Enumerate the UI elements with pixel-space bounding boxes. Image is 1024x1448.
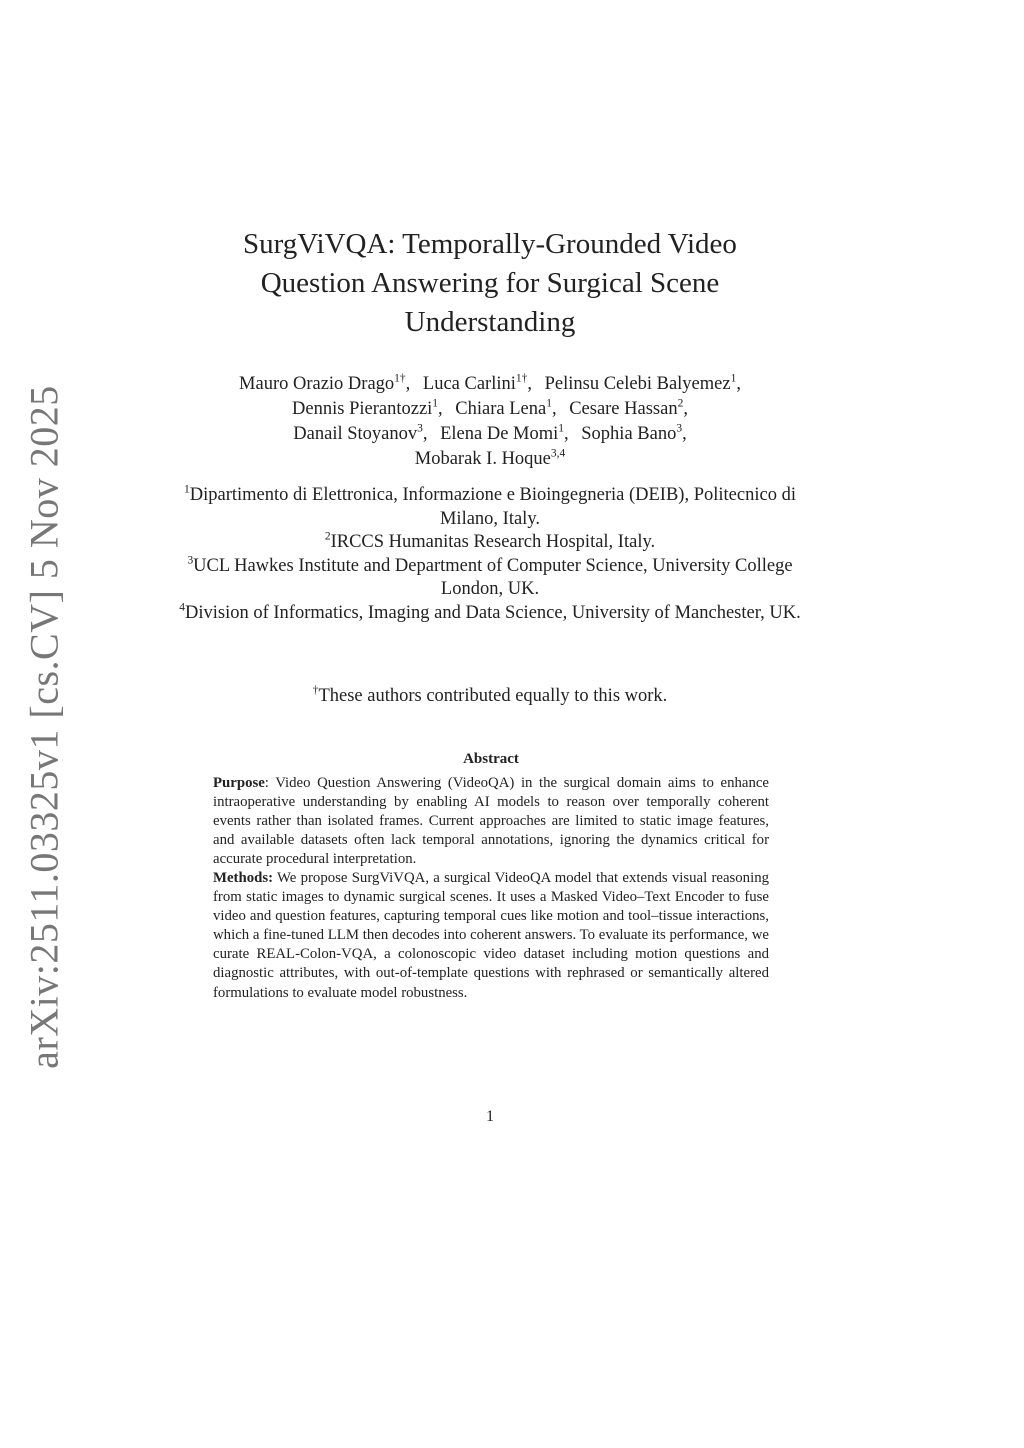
abstract-body (213, 774, 769, 1003)
author-name: Cesare Hassan$^2$, (569, 397, 688, 419)
arxiv-identifier-stamp: arXiv:2511.03325v1 [cs.CV] 5 Nov 2025 (21, 385, 67, 1069)
equal-contribution-note: †These authors contributed equally to this work. (312, 684, 668, 706)
author-line-2 (160, 397, 820, 422)
author-line-3 (160, 422, 820, 447)
methods-label: Methods: (213, 870, 274, 887)
author-line-1 (160, 372, 820, 397)
author-name: Elena De Momi$^1$, (440, 422, 569, 444)
affiliation-item: $^1$Dipartimento di Elettronica, Informazione e Bioingegneria (DEIB), Politecnico di Milano, Italy. (184, 483, 796, 529)
purpose-label: Purpose (213, 775, 265, 791)
author-name: Mobarak I. Hoque$^{3,4}$ (414, 447, 566, 469)
author-name: Luca Carlini$^{1\dagger}$, (422, 372, 532, 394)
affiliation-item: $^4$Division of Informatics, Imaging and Data Science, University of Manchester, UK. (179, 601, 801, 623)
author-name: Danail Stoyanov$^3$, (293, 422, 428, 444)
author-list (160, 372, 820, 472)
abstract-purpose-paragraph (213, 774, 769, 869)
purpose-text: : Video Question Answering (VideoQA) in the surgical domain aims to enhance intraoperative understanding by enabling AI models to reason over temporally coherent events rather than isolated frames. Current approaches are limited to static image features, and available datasets often lack temporal annotations, ignoring the dynamics critical for accurate procedural interpretation. (213, 775, 769, 868)
author-name: Chiara Lena$^1$, (455, 397, 557, 419)
methods-text: We propose SurgViVQA, a surgical VideoQA model that extends visual reasoning from static images to dynamic surgical scenes. It uses a Masked Video–Text Encoder to fuse video and question features, capturing temporal cues like motion and tool–tissue interactions, which a fine-tuned LLM then decodes into coherent answers. To evaluate its performance, we curate REAL-Colon-VQA, a colonoscopic video dataset including motion questions and diagnostic attributes, with out-of-template questions with rephrased or semantically altered formulations to evaluate model robustness. (213, 870, 769, 1001)
abstract-heading: Abstract (463, 751, 519, 767)
affiliation-list (160, 484, 820, 625)
affiliation-item: $^3$UCL Hawkes Institute and Department of Computer Science, University College London, UK. (187, 554, 793, 599)
author-name: Sophia Bano$^3$, (581, 422, 687, 444)
author-name: Mauro Orazio Drago$^{1\dagger}$, (239, 372, 411, 394)
paper-title: SurgViVQA: Temporally-Grounded Video Question Answering for Surgical Scene Understanding (243, 228, 737, 338)
author-name: Pelinsu Celebi Balyemez$^1$, (544, 372, 741, 394)
affiliation-item: $^2$IRCCS Humanitas Research Hospital, Italy. (324, 530, 656, 552)
author-name: Dennis Pierantozzi$^1$, (292, 397, 443, 419)
page-number: 1 (486, 1108, 494, 1125)
author-line-4 (160, 447, 820, 472)
abstract-methods-paragraph (213, 869, 769, 1002)
